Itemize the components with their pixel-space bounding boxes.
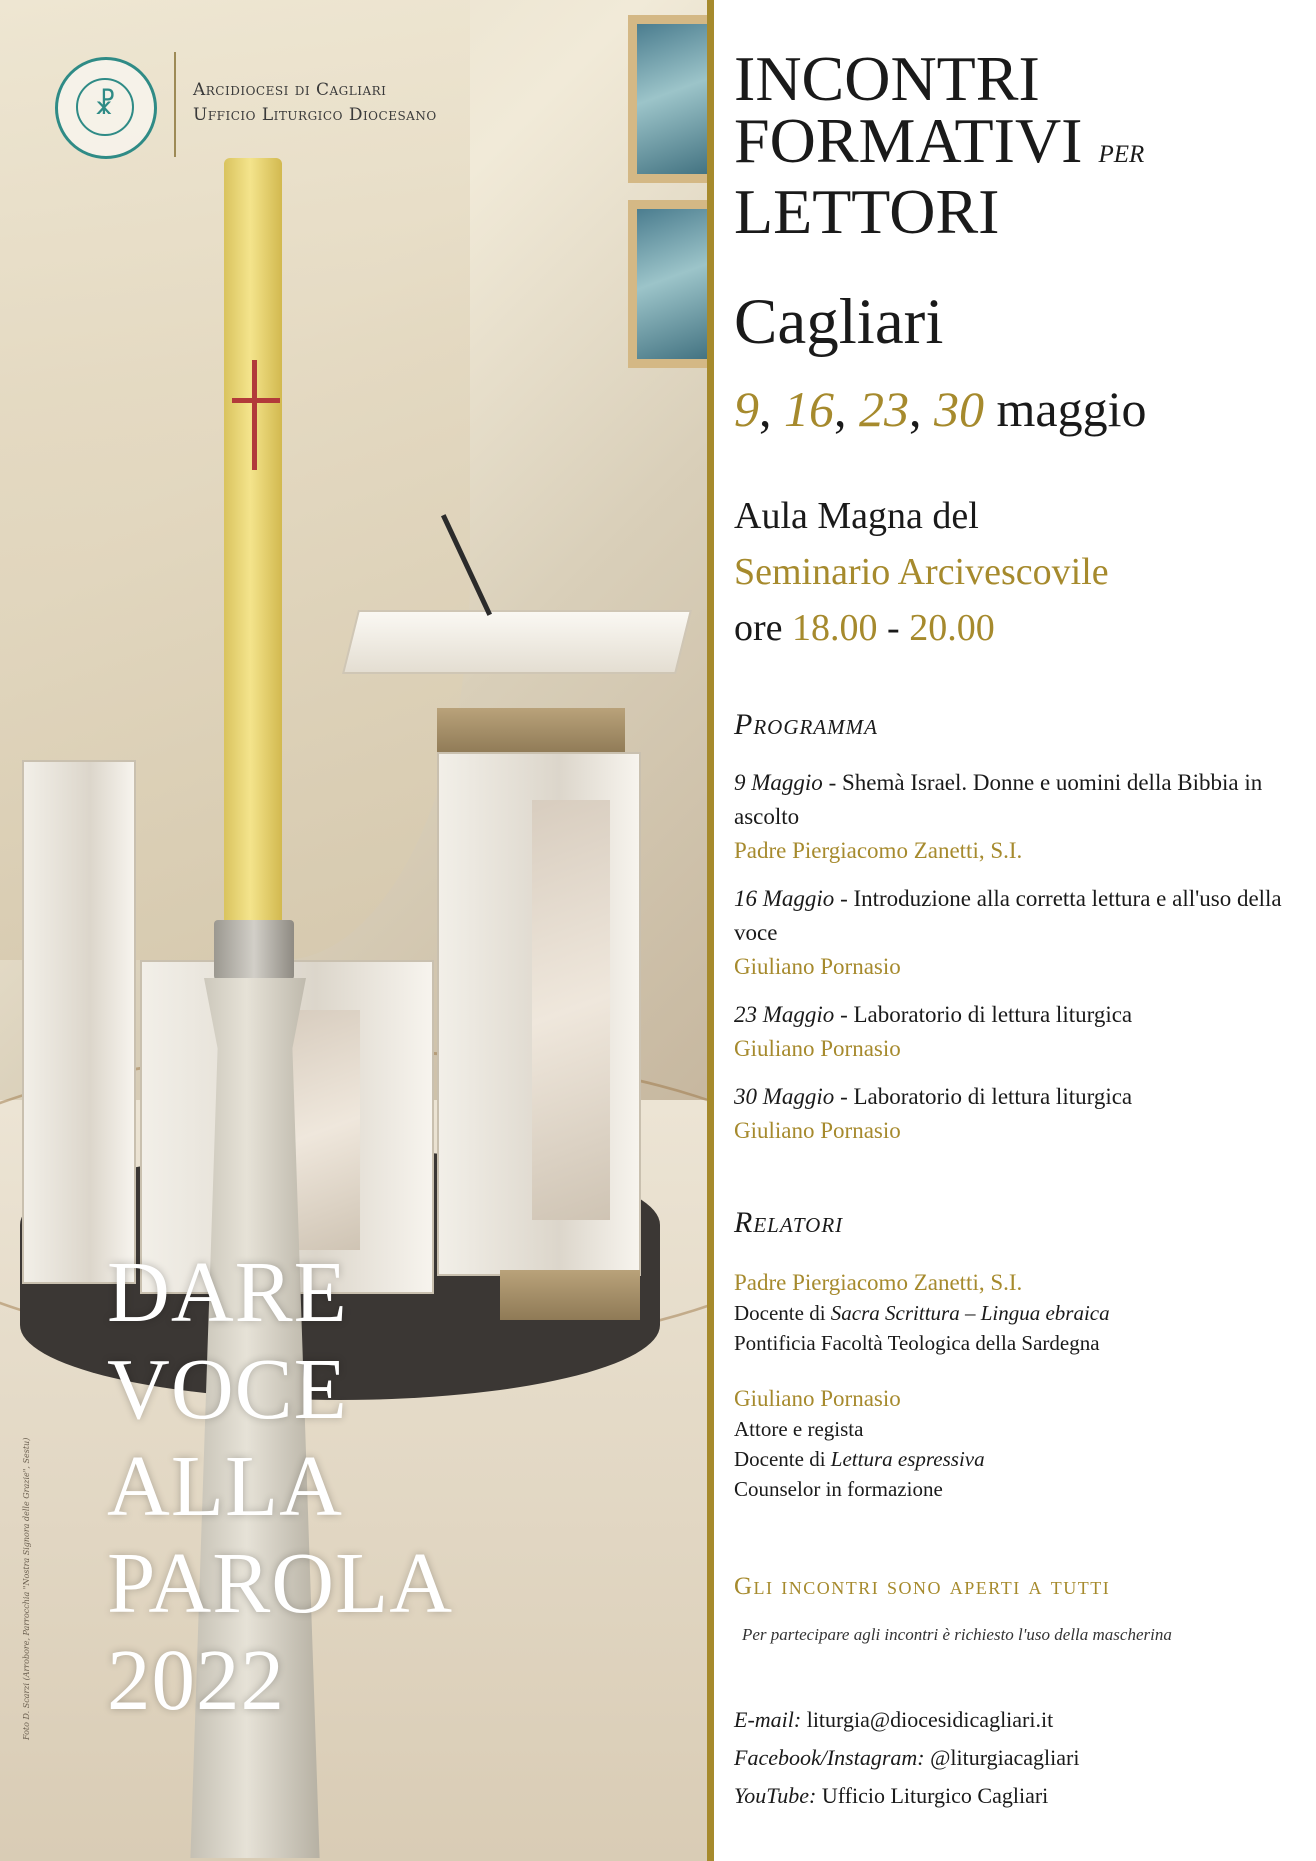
- program-speaker: Giuliano Pornasio: [734, 1036, 901, 1061]
- speaker-name: Padre Piergiacomo Zanetti, S.I.: [734, 1270, 1023, 1295]
- paschal-candle: [224, 158, 282, 923]
- organization-name: [193, 78, 437, 128]
- photo-credit: Foto D. Scarzi (Arrobore, Parrocchia "Nostra Signora delle Grazie", Sestu): [22, 1437, 31, 1740]
- program-speaker: Giuliano Pornasio: [734, 954, 901, 979]
- event-month: maggio: [996, 381, 1147, 437]
- title-per: per: [1098, 130, 1145, 170]
- program-text: - Laboratorio di lettura liturgica: [834, 1084, 1133, 1109]
- title-line-2: FORMATIVI: [734, 105, 1083, 176]
- program-text: - Introduzione alla corretta lettura e all'uso della voce: [734, 886, 1282, 945]
- stained-window: [628, 15, 707, 183]
- title-line-1: INCONTRI: [734, 43, 1040, 114]
- speaker-role-prefix: Docente di: [734, 1447, 831, 1471]
- program-date: 23 Maggio: [734, 1002, 835, 1027]
- cross-bar: [232, 398, 280, 403]
- speaker-institution: Pontificia Facoltà Teologica della Sardegna: [734, 1331, 1100, 1355]
- program-item: [734, 998, 1296, 1066]
- lectern-base: [500, 1270, 640, 1320]
- date-4: 30: [934, 381, 984, 437]
- slogan-year: 2022: [107, 1631, 285, 1728]
- event-dates: 9, 16, 23, 30 maggio: [734, 381, 1147, 437]
- time-end: 20.00: [909, 607, 995, 649]
- program-text: - Shemà Israel. Donne e uomini della Bibbia in ascolto: [734, 770, 1263, 829]
- open-to-all: Gli incontri sono aperti a tutti: [734, 1573, 1111, 1600]
- speaker-role: Attore e regista: [734, 1417, 864, 1441]
- youtube-label: YouTube:: [734, 1783, 817, 1808]
- venue-line-2: Seminario Arcivescovile: [734, 551, 1109, 593]
- header-divider: [174, 52, 176, 157]
- org-line-1: Arcidiocesi di Cagliari: [193, 80, 387, 100]
- program-text: - Laboratorio di lettura liturgica: [834, 1002, 1133, 1027]
- program-item: [734, 1080, 1296, 1148]
- speaker-role-prefix: Docente di: [734, 1301, 831, 1325]
- email-label: E-mail:: [734, 1707, 802, 1732]
- gold-divider: [707, 0, 714, 1861]
- date-2: 16: [784, 381, 834, 437]
- time-separator: -: [887, 607, 900, 649]
- marble-panel: [22, 760, 136, 1284]
- event-venue: [734, 488, 1296, 656]
- mask-notice: Per partecipare agli incontri è richiesto l'uso della mascherina: [742, 1625, 1172, 1644]
- program-heading: Programma: [734, 708, 878, 741]
- program-date: 30 Maggio: [734, 1084, 835, 1109]
- org-line-2: Ufficio Liturgico Diocesano: [193, 105, 437, 125]
- program-speaker: Giuliano Pornasio: [734, 1118, 901, 1143]
- diocese-logo: [55, 57, 157, 159]
- program-list: [734, 766, 1296, 1148]
- slogan: [107, 1243, 453, 1728]
- date-1: 9: [734, 381, 759, 437]
- candle-cup: [214, 920, 294, 980]
- program-item: [734, 766, 1296, 868]
- logo-inner-ring: [76, 78, 134, 136]
- contacts: [734, 1701, 1296, 1815]
- email-link[interactable]: liturgia@diocesidicagliari.it: [806, 1707, 1054, 1732]
- slogan-line: DARE: [107, 1243, 348, 1340]
- program-speaker: Padre Piergiacomo Zanetti, S.I.: [734, 838, 1023, 863]
- speaker-1: [734, 1268, 1296, 1358]
- lectern-band: [437, 708, 625, 754]
- slogan-line: PAROLA: [107, 1534, 454, 1631]
- time-prefix: ore: [734, 607, 783, 649]
- slogan-line: VOCE: [107, 1340, 348, 1437]
- program-item: [734, 882, 1296, 984]
- program-date: 9 Maggio: [734, 770, 823, 795]
- speaker-subject: Sacra Scrittura – Lingua ebraica: [830, 1301, 1110, 1325]
- marble-inlay: [532, 800, 610, 1220]
- marble-inlay: [290, 1010, 360, 1250]
- speaker-name: Giuliano Pornasio: [734, 1386, 901, 1411]
- slogan-line: ALLA: [107, 1437, 343, 1534]
- lectern-top: [342, 610, 692, 674]
- venue-line-1: Aula Magna del: [734, 495, 979, 537]
- program-date: 16 Maggio: [734, 886, 835, 911]
- speakers-heading: Relatori: [734, 1206, 844, 1239]
- stained-window: [628, 200, 707, 368]
- event-city: Cagliari: [734, 286, 944, 358]
- time-start: 18.00: [792, 607, 878, 649]
- chi-rho-icon: ☧: [94, 88, 116, 121]
- event-title: [734, 43, 1296, 247]
- social-handle[interactable]: @liturgiacagliari: [930, 1745, 1080, 1770]
- date-3: 23: [859, 381, 909, 437]
- social-label: Facebook/Instagram:: [734, 1745, 925, 1770]
- title-line-3: LETTORI: [734, 176, 1000, 247]
- youtube-channel[interactable]: Ufficio Liturgico Cagliari: [821, 1783, 1049, 1808]
- speaker-role: Counselor in formazione: [734, 1477, 943, 1501]
- cross-icon: [252, 360, 257, 470]
- speaker-2: [734, 1384, 1296, 1504]
- speaker-subject: Lettura espressiva: [830, 1447, 985, 1471]
